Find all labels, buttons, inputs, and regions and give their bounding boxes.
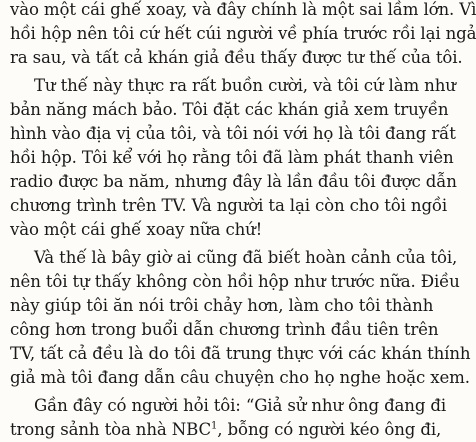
line-text: Tư thế này thực ra rất buồn cười, và tôi cứ làm như (34, 76, 456, 95)
line-text: ra sau, và tất cả khán giả đều thấy được tư thế của tôi. (10, 48, 463, 67)
line-text: hình vào địa vị của tôi, và tôi nói với họ là tôi đang rất (10, 124, 456, 143)
line-text: bản năng mách bảo. Tôi đặt các khán giả xem truyền (10, 100, 449, 119)
text-line (0, 98, 449, 122)
line-text: công hơn trong buổi dẫn chương trình đầu tiên trên (10, 320, 439, 339)
line-text: Và thế là bây giờ ai cũng đã biết hoàn cảnh của tôi, (34, 248, 458, 267)
text-line (0, 342, 471, 366)
line-text: Gần đây có người hỏi tôi: “Giả sử như ông đang đi (34, 396, 447, 415)
text-line (0, 394, 447, 418)
line-text: giả mà tôi đang dẫn câu chuyện cho họ nghe hoặc xem. (10, 368, 470, 387)
text-line (0, 366, 470, 390)
text-line (0, 74, 456, 98)
text-line (0, 218, 400, 242)
text-line (0, 146, 454, 170)
line-text-continued: , bỗng có người kéo ông đi, (217, 420, 442, 439)
text-line (0, 318, 439, 342)
line-text: radio được ba năm, nhưng đây là lần đầu tôi được dẫn (10, 172, 457, 191)
line-text: này giúp tôi ăn nói trôi chảy hơn, làm cho tôi thành (10, 296, 434, 315)
text-line (0, 194, 448, 218)
line-text: nên tôi tự thấy không còn hồi hộp như trước nữa. Điều (10, 272, 460, 291)
text-line (0, 294, 434, 318)
text-line (0, 418, 442, 442)
text-line (0, 22, 476, 46)
text-line (0, 46, 463, 70)
text-line (0, 0, 476, 22)
line-text: vào một cái ghế xoay nữa chứ! (10, 220, 263, 239)
line-text: trong sảnh tòa nhà NBC (10, 420, 212, 439)
text-line (0, 122, 456, 146)
text-line (0, 246, 458, 270)
line-text: chương trình trên TV. Và người ta lại còn cho tôi ngồi (10, 196, 448, 215)
line-text: hồi hộp nên tôi cứ hết cúi người về phía trước rồi lại ngả (10, 24, 476, 43)
line-text: vào một cái ghế xoay, và đây chính là một sai lầm lớn. Vì (10, 0, 476, 19)
line-text: TV, tất cả đều là do tôi đã trung thực với các khán thính (10, 344, 471, 363)
text-line (0, 170, 457, 194)
line-text: hồi hộp. Tôi kể với họ rằng tôi đã làm phát thanh viên (10, 148, 454, 167)
text-line (0, 270, 460, 294)
footnote-marker: 1 (211, 420, 218, 432)
